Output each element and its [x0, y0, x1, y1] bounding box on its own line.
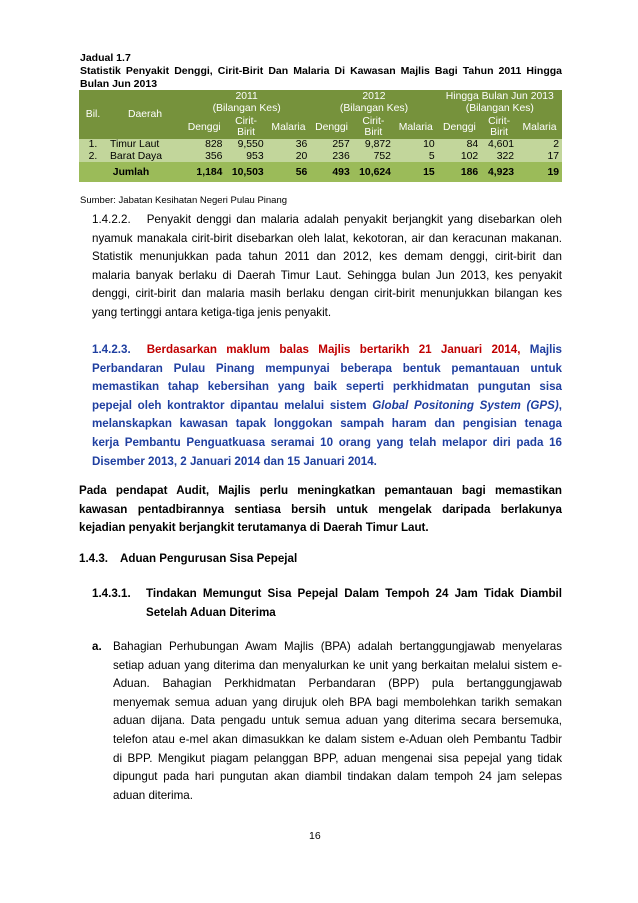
header-group-2012-title: 2012	[362, 90, 386, 102]
cell-total-value: 10,503	[231, 166, 264, 178]
sub-header-cirit-birit-l2: Birit	[364, 127, 383, 138]
header-group-2012-subtitle: (Bilangan Kes)	[339, 103, 409, 114]
header-group-2013-subtitle: (Bilangan Kes)	[465, 103, 534, 114]
cell-total-value: 493	[332, 166, 350, 178]
cell-value: 84	[466, 139, 479, 150]
sub-header-cirit-birit	[225, 115, 266, 139]
sub-header-denggi: Denggi	[187, 121, 221, 133]
paragraph-line: Statistik menunjukkan pada tahun 2011 dan 2012, kes demam denggi, cirit-birit dan	[92, 250, 562, 264]
header-group-2013-title: Hingga Bulan Jun 2013	[445, 90, 554, 102]
sub-header-cirit-birit-l1: Cirit-	[488, 116, 511, 127]
cell-value: 236	[332, 150, 350, 162]
header-daerah: Daerah	[127, 109, 163, 120]
heading-1-4-3-number: 1.4.3.	[79, 552, 109, 565]
paragraph-line: malaria banyak berlaku di Daerah Timur Laut. Sehingga bulan Jun 2013, kes penyakit	[92, 268, 562, 282]
cell-value: 322	[496, 150, 515, 162]
page-number: 16	[309, 830, 321, 842]
cell-bil: 1.	[88, 139, 98, 150]
paragraph-1-4-2-2	[92, 211, 562, 323]
table-header-row-1	[79, 90, 562, 102]
paragraph-line: Pada pendapat Audit, Majlis perlu meningkatkan pemantauan bagi memastikan	[79, 484, 562, 497]
paragraph-line: dipungut pada hari pungutan akan diambil tindakan dalam tempoh 24 jam selepas	[113, 770, 562, 784]
paragraph-line: aduan diterima.	[113, 788, 193, 802]
paragraph-line: yang tertinggi antara ketiga-tiga jenis penyakit.	[92, 305, 332, 319]
paragraph-line: kejadian penyakit berjangkit terutamanya di Daerah Timur Laut.	[79, 521, 429, 535]
heading-1-4-3-1-title	[146, 585, 562, 622]
cell-value: 9,550	[237, 139, 264, 150]
cell-value: 5	[428, 150, 435, 162]
paragraph-line: setiap aduan yang diterima dan menyalurkan ke unit yang berkaitan melalui sistem e-	[113, 658, 562, 672]
paragraph-line: nyamuk manakala cirit-birit disebarkan oleh lalat, kekotoran, air dan keracunan makanan.	[92, 231, 562, 245]
item-a-paragraph	[113, 638, 562, 805]
header-group-2011-subtitle: (Bilangan Kes)	[212, 103, 281, 114]
cell-bil: 2.	[88, 150, 98, 162]
cell-value: 9,872	[364, 139, 391, 150]
gps-term: Global Positoning System (GPS)	[372, 398, 559, 412]
sub-header-cirit-birit	[481, 115, 517, 139]
cell-total-value: 56	[295, 166, 308, 178]
heading-1-4-3-title: Aduan Pengurusan Sisa Pepejal	[120, 552, 298, 565]
cell-value: 17	[547, 150, 559, 162]
paragraph-text: ,	[558, 398, 562, 412]
item-a-marker: a.	[92, 640, 102, 653]
sub-header-cirit-birit-l1: Cirit-	[235, 116, 257, 127]
cell-value: 2	[553, 139, 559, 150]
heading-line: Tindakan Memungut Sisa Pepejal Dalam Tempoh 24 Jam Tidak Diambil	[146, 587, 562, 600]
paragraph-line: Aduan. Bahagian Perkhidmatan Perbandaran (BPP) pula bertanggungjawab	[113, 677, 562, 691]
cell-value: 20	[295, 150, 308, 162]
paragraph-line	[92, 211, 562, 230]
paragraph-line: menyemak semua aduan yang dirujuk oleh BPA bagi membolehkan tarikh semakan	[113, 695, 562, 709]
paragraph-text: Majlis	[529, 343, 562, 356]
table-row	[79, 150, 562, 162]
cell-value: 4,601	[488, 139, 515, 150]
paragraph-line	[92, 397, 562, 416]
paragraph-number: 1.4.2.2.	[92, 213, 131, 226]
sub-header-cirit-birit	[353, 115, 394, 139]
header-bil: Bil.	[85, 109, 101, 120]
cell-total-value: 4,923	[488, 166, 515, 178]
table-row	[79, 139, 562, 150]
sub-header-malaria: Malaria	[271, 121, 306, 133]
table-title-line-1: Statistik Penyakit Denggi, Cirit-Birit Dan Malaria Di Kawasan Majlis Bagi Tahun 2011 Hingga	[80, 65, 562, 77]
table-title-line-2: Bulan Jun 2013	[80, 78, 158, 90]
paragraph-line: aduan dijana. Data pengadu untuk semua aduan yang diterima secara bersemuka,	[113, 714, 562, 728]
cell-total-value: 186	[460, 166, 479, 178]
cell-value: 356	[205, 150, 223, 162]
paragraph-line: Bahagian Perhubungan Awam Majlis (BPA) adalah bertanggungjawab menyelaras	[113, 640, 562, 653]
sub-header-malaria: Malaria	[398, 121, 433, 133]
paragraph-1-4-2-3	[92, 341, 562, 471]
cell-total-label: Jumlah	[112, 166, 150, 178]
heading-line: Setelah Aduan Diterima	[146, 605, 276, 619]
paragraph-line	[92, 341, 562, 360]
sub-header-denggi: Denggi	[315, 121, 348, 133]
cell-total-value: 1,184	[196, 166, 223, 178]
paragraph-line: memastikan tahap kebersihan yang baik seperti perkhidmatan pungutan sisa	[92, 380, 562, 394]
header-group-2011-title: 2011	[235, 90, 258, 102]
sub-header-denggi: Denggi	[442, 121, 476, 133]
paragraph-text: Penyakit denggi dan malaria adalah penyakit berjangkit yang disebarkan oleh	[146, 213, 562, 226]
cell-value: 102	[460, 150, 479, 162]
cell-total-value: 10,624	[359, 166, 391, 178]
cell-value: 36	[295, 139, 308, 150]
paragraph-number: 1.4.2.3.	[92, 343, 131, 356]
cell-value: 828	[205, 139, 223, 150]
sub-header-malaria: Malaria	[522, 121, 557, 133]
paragraph-line: di BPP. Mengikut piagam pelanggan BPP, aduan mengenai sisa pepejal yang tidak	[113, 751, 562, 765]
paragraph-line: Disember 2013, 2 Januari 2014 dan 15 Januari 2014.	[92, 454, 377, 468]
paragraph-line: telefon atau e-mel akan dimasukkan ke dalam sistem e-Aduan oleh Pembantu Tadbir	[113, 732, 562, 746]
cell-total-value: 19	[547, 166, 559, 178]
heading-1-4-3-1-number: 1.4.3.1.	[92, 587, 131, 600]
cell-total-value: 15	[423, 166, 435, 178]
paragraph-line: melanskapkan kawasan tapak longgokan sampah haram dan pengisian tenaga	[92, 417, 562, 431]
cell-value: 752	[373, 150, 391, 162]
paragraph-line: Perbandaran Pulau Pinang mempunyai beberapa bentuk pemantauan untuk	[92, 361, 562, 375]
table-caption	[80, 52, 562, 91]
table-source: Sumber: Jabatan Kesihatan Negeri Pulau Pinang	[80, 195, 288, 206]
sub-header-cirit-birit-l2: Birit	[237, 127, 255, 138]
sub-header-cirit-birit-l2: Birit	[490, 127, 509, 138]
cell-daerah: Barat Daya	[110, 150, 162, 162]
paragraph-text: pepejal oleh kontraktor dipantau melalui sistem	[92, 398, 367, 412]
feedback-statement: Berdasarkan maklum balas Majlis bertarikh 21 Januari 2014,	[146, 343, 521, 356]
sub-header-cirit-birit-l1: Cirit-	[362, 116, 385, 127]
paragraph-line: kawasan pentadbirannya sentiasa bersih untuk mengelak daripada berlakunya	[79, 502, 562, 516]
paragraph-line: kerja Pembantu Penguatkuasa seramai 10 orang yang telah melapor diri pada 16	[92, 435, 562, 449]
cell-daerah: Timur Laut	[110, 139, 160, 150]
cell-value: 257	[332, 139, 350, 150]
paragraph-line: denggi, cirit-birit dan malaria masih berlaku dengan cirit-birit menunjukkan bilangan kes	[92, 287, 562, 301]
table-total-row	[79, 162, 562, 182]
disease-statistics-table	[79, 90, 562, 182]
table-label: Jadual 1.7	[80, 52, 131, 64]
cell-value: 10	[423, 139, 435, 150]
cell-value: 953	[246, 150, 264, 162]
audit-opinion	[79, 482, 562, 538]
